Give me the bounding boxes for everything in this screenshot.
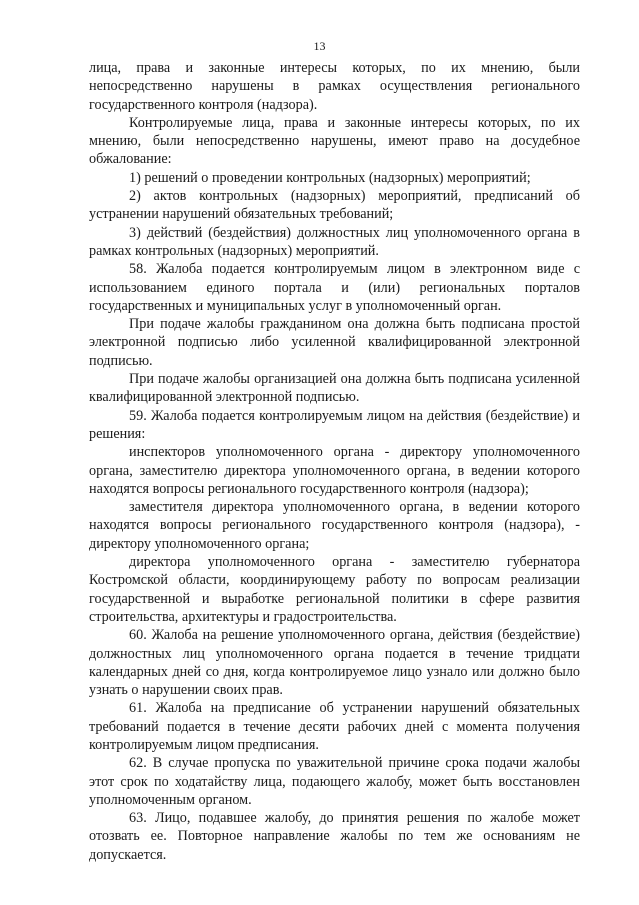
document-body <box>89 59 580 864</box>
paragraph: заместителя директора уполномоченного органа, в ведении которого находятся вопросы регионального государственного контроля (надзора), - директору уполномоченного органа; <box>89 499 580 552</box>
list-item: 1) решений о проведении контрольных (надзорных) мероприятий; <box>129 169 531 186</box>
paragraph: директора уполномоченного органа - заместителю губернатора Костромской области, координирующему работу по вопросам реализации государственной и выработке региональной политики в сфере развития строительства, архитектуры и градостроительства. <box>89 554 580 625</box>
paragraph: 60. Жалоба на решение уполномоченного органа, действия (бездействие) должностных лиц уполномоченного органа подается в течение тридцати календарных дней со дня, когда контролируемое лицо узнало или должно было узнать о нарушении своих прав. <box>89 627 580 699</box>
paragraph: 63. Лицо, подавшее жалобу, до принятия решения по жалобе может отозвать ее. Повторное направление жалобы по тем же основаниям не допускается. <box>89 810 580 863</box>
page-number: 13 <box>313 39 326 53</box>
paragraph: При подаче жалобы гражданином она должна быть подписана простой электронной подписью либо усиленной квалифицированной электронной подписью. <box>89 316 580 369</box>
paragraph: лица, права и законные интересы которых, по их мнению, были непосредственно нарушены в рамках осуществления регионального государственного контроля (надзора). <box>89 60 580 113</box>
paragraph: При подаче жалобы организацией она должна быть подписана усиленной квалифицированной электронной подписью. <box>89 371 580 406</box>
paragraph: 62. В случае пропуска по уважительной причине срока подачи жалобы этот срок по ходатайству лица, подающего жалобу, может быть восстановлен уполномоченным органом. <box>89 755 580 808</box>
paragraph: 61. Жалоба на предписание об устранении нарушений обязательных требований подается в течение десяти рабочих дней с момента получения контролируемым лицом предписания. <box>89 700 580 753</box>
paragraph: Контролируемые лица, права и законные интересы которых, по их мнению, были непосредственно нарушены, имеют право на досудебное обжалование: <box>89 114 580 168</box>
paragraph: инспекторов уполномоченного органа - директору уполномоченного органа, заместителю директора уполномоченного органа, в ведении которого находятся вопросы регионального государственного контроля (надзора); <box>89 444 580 497</box>
list-item: 3) действий (бездействия) должностных лиц уполномоченного органа в рамках контрольных (надзорных) мероприятий. <box>89 224 580 259</box>
list-item: 2) актов контрольных (надзорных) мероприятий, предписаний об устранении нарушений обязательных требований; <box>89 188 580 223</box>
paragraph: 58. Жалоба подается контролируемым лицом в электронном виде с использованием единого портала и (или) региональных порталов государственных и муниципальных услуг в уполномоченный орган. <box>89 261 580 314</box>
paragraph: 59. Жалоба подается контролируемым лицом на действия (бездействие) и решения: <box>89 407 580 442</box>
